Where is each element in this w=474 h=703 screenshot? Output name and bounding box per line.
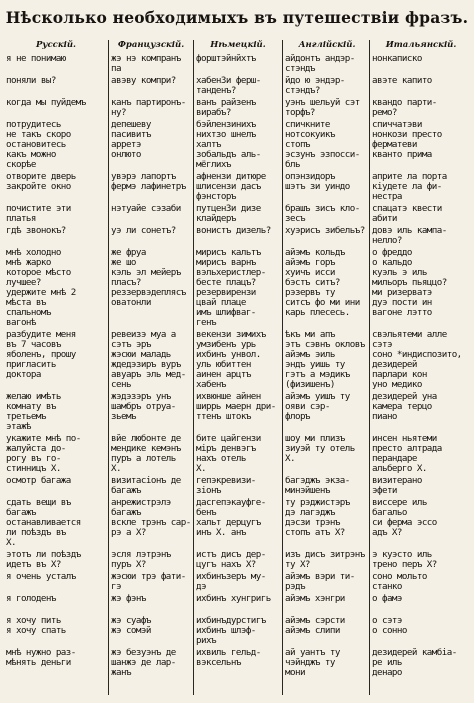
- phrase-french: эсля лэтрэнъ: [111, 549, 171, 560]
- phrase-english: чэйнджъ ту: [285, 657, 335, 668]
- phrase-english: багэджъ экза-: [285, 475, 350, 486]
- phrase-russian: когда мы пуйдемъ: [6, 97, 86, 108]
- phrase-french: же фруа: [111, 247, 146, 258]
- phrase-german: ширрь маерн дри-: [196, 401, 276, 412]
- phrase-russian: рогу въ го-: [6, 453, 61, 464]
- phrase-russian: стинницъ X.: [6, 463, 61, 474]
- phrase-english: опэнзидоръ: [285, 171, 335, 182]
- phrase-english: мони: [285, 667, 305, 678]
- phrase-italian: адъ X?: [372, 527, 402, 538]
- phrase-french: па: [111, 63, 121, 74]
- phrase-russian: этажѣ: [6, 421, 31, 432]
- phrase-russian: почистите эти: [6, 203, 71, 214]
- phrase-german: нихтзо шнелъ: [196, 129, 256, 140]
- phrase-russian: я очень усталъ: [6, 571, 76, 582]
- phrase-german: путценЗи дизе: [196, 203, 261, 214]
- phrase-english: ѣкъ ми апъ: [285, 329, 335, 340]
- phrase-german: хабенЗи ферш-: [196, 75, 261, 86]
- phrase-russian: мѣнять деньги: [6, 657, 71, 668]
- phrase-french: оватонли: [111, 297, 151, 308]
- phrase-italian: багальо: [372, 507, 407, 518]
- phrase-italian: вагоне лэтто: [372, 307, 432, 318]
- phrase-german: афнензи дитюре: [196, 171, 266, 182]
- phrase-french: шанжэ де лар-: [111, 657, 176, 668]
- phrase-italian: парлари кон: [372, 369, 427, 380]
- phrase-german: гепэкревизи-: [196, 475, 256, 486]
- phrase-russian: лучшее?: [6, 277, 41, 288]
- phrase-german: X.: [196, 463, 206, 474]
- phrase-english: айэмъ хэнгри: [285, 593, 345, 604]
- phrase-russian: не такъ скоро: [6, 129, 71, 140]
- phrase-italian: кіудете ла фи-: [372, 181, 442, 192]
- phrase-french: X.: [111, 463, 121, 474]
- phrase-french: мендике кемэнъ: [111, 443, 181, 454]
- phrase-french: жэдэзэръ унъ: [111, 391, 171, 402]
- phrase-russian: яболенъ, прошу: [6, 349, 76, 360]
- phrase-russian: которое мѣсто: [6, 267, 71, 278]
- phrase-russian: мѣста въ: [6, 297, 46, 308]
- phrase-russian: багажъ: [6, 507, 36, 518]
- phrase-german: ихбинъзеръ му-: [196, 571, 266, 582]
- phrase-french: жанъ: [111, 667, 131, 678]
- phrase-italian: соно *индиспозито,: [372, 349, 462, 360]
- phrase-french: ну?: [111, 107, 126, 118]
- phrase-english: спичкните: [285, 119, 330, 130]
- phrase-french: жэсюи трэ фати-: [111, 571, 186, 582]
- phrase-italian: си ферма эссо: [372, 517, 437, 528]
- phrase-italian: соно мольто: [372, 571, 427, 582]
- phrase-english: карь плесесь.: [285, 307, 350, 318]
- column-header-russian: Русскій.: [36, 40, 76, 50]
- phrase-russian: осмотр багажа: [6, 475, 71, 486]
- phrase-italian: трено перъ X?: [372, 559, 437, 570]
- phrase-french: пласъ?: [111, 277, 141, 288]
- phrase-german: бэйлензинихъ: [196, 119, 256, 130]
- phrase-russian: платья: [6, 213, 36, 224]
- phrase-german: рихъ: [196, 635, 216, 646]
- phrase-russian: доктора: [6, 369, 41, 380]
- phrase-german: вирабъ?: [196, 107, 231, 118]
- phrase-italian: априте ла порта: [372, 171, 447, 182]
- phrase-french: шамбръ отруа-: [111, 401, 176, 412]
- phrase-german: мирисъ варнъ: [196, 257, 256, 268]
- phrase-french: нэтуайе сэзаби: [111, 203, 181, 214]
- phrase-italian: нонкаписко: [372, 53, 422, 64]
- phrase-french: ждедэзиръ вуръ: [111, 359, 181, 370]
- phrase-english: стопъ: [285, 139, 310, 150]
- phrase-italian: виссере иль: [372, 497, 427, 508]
- phrase-italian: ремо?: [372, 107, 397, 118]
- column-divider: [108, 40, 109, 695]
- phrase-french: пуръ X?: [111, 559, 146, 570]
- phrase-english: дэсзи трэнъ: [285, 517, 340, 528]
- phrase-english: торфъ?: [285, 107, 315, 118]
- phrase-german: хальт дерцугъ: [196, 517, 261, 528]
- phrase-french: депешеву: [111, 119, 151, 130]
- phrase-russian: удержите мнѣ 2: [6, 287, 76, 298]
- phrase-french: реззервэдеплясъ: [111, 287, 186, 298]
- phrase-german: вэксельнъ: [196, 657, 241, 668]
- phrase-russian: скорѣе: [6, 159, 36, 170]
- phrase-english: минэйшенъ: [285, 485, 330, 496]
- phrase-french: рэ а X?: [111, 527, 146, 538]
- phrase-english: айэмъ уишъ ту: [285, 391, 350, 402]
- phrase-english: айэмъ вэри ти-: [285, 571, 355, 582]
- phrase-italian: куэль э иль: [372, 267, 427, 278]
- phrase-italian: перандаре: [372, 453, 417, 464]
- phrase-italian: визитерано: [372, 475, 422, 486]
- phrase-italian: о сэтэ: [372, 615, 402, 626]
- phrase-english: хуэрисъ зибельъ?: [285, 225, 365, 236]
- phrase-german: міръ денвэгъ: [196, 443, 256, 454]
- phrase-english: этъ сэвнъ окловъ: [285, 339, 365, 350]
- column-header-german: Нѣмецкій.: [210, 40, 266, 50]
- phrase-english: ояви сэр-: [285, 401, 330, 412]
- phrase-english: стэндъ: [285, 63, 315, 74]
- phrase-german: ихбинъ шлэф-: [196, 625, 256, 636]
- phrase-english: айэмъ сэрсти: [285, 615, 345, 626]
- phrase-russian: идетъ въ X?: [6, 559, 61, 570]
- phrase-french: пуръ а лотель: [111, 453, 176, 464]
- phrase-french: канъ партиронъ-: [111, 97, 186, 108]
- phrase-russian: какъ можно: [6, 149, 56, 160]
- phrase-french: сень: [111, 379, 131, 390]
- phrase-russian: я голоденъ: [6, 593, 56, 604]
- phrase-italian: уно медико: [372, 379, 422, 390]
- phrase-german: генъ: [196, 317, 216, 328]
- phrase-italian: о фреддо: [372, 247, 412, 258]
- phrase-german: истъ дисъ дер-: [196, 549, 266, 560]
- phrase-german: нахъ отель: [196, 453, 246, 464]
- phrase-italian: станко: [372, 581, 402, 592]
- phrase-italian: о сонно: [372, 625, 407, 636]
- phrase-german: цвай плаце: [196, 297, 246, 308]
- phrase-french: жэ сомэй: [111, 625, 151, 636]
- phrase-german: ттенъ штокъ: [196, 411, 251, 422]
- phrase-italian: мильоръ пьяццо?: [372, 277, 447, 288]
- phrase-english: изъ дисъ зитрэнъ: [285, 549, 365, 560]
- phrase-german: бесте плацъ?: [196, 277, 256, 288]
- phrase-italian: эфети: [372, 485, 397, 496]
- phrase-english: шэтъ зи уиндо: [285, 181, 350, 192]
- phrase-english: брашъ зисъ кло-: [285, 203, 360, 214]
- phrase-italian: дуэ пости ин: [372, 297, 432, 308]
- phrase-english: бэстъ ситъ?: [285, 277, 340, 288]
- phrase-english: ай уантъ ту: [285, 647, 340, 658]
- phrase-french: ревеизэ муа а: [111, 329, 176, 340]
- phrase-russian: отворите дверь: [6, 171, 76, 182]
- phrase-italian: дезидерей камбіа-: [372, 647, 457, 658]
- phrase-russian: я хочу спать: [6, 625, 66, 636]
- phrase-german: танденъ?: [196, 85, 236, 96]
- phrase-italian: пиано: [372, 411, 397, 422]
- phrase-german: вэльхеристлер-: [196, 267, 266, 278]
- phrase-russian: этотъ ли поѣздъ: [6, 549, 81, 560]
- phrase-german: ванъ райзенъ: [196, 97, 256, 108]
- phrase-italian: квандо парти-: [372, 97, 437, 108]
- phrase-french: авэву компри?: [111, 75, 176, 86]
- phrase-english: эндъ уишь ту: [285, 359, 345, 370]
- phrase-french: гэ: [111, 581, 121, 592]
- phrase-italian: авэте капито: [372, 75, 432, 86]
- phrase-russian: потрудитесь: [6, 119, 61, 130]
- phrase-german: вонистъ дизель?: [196, 225, 271, 236]
- phrase-italian: довэ иль кампа-: [372, 225, 447, 236]
- column-header-italian: Итальянскій.: [385, 40, 457, 50]
- phrase-german: шлисензи дасъ: [196, 181, 261, 192]
- phrase-english: хуичъ исси: [285, 267, 335, 278]
- phrase-german: халтъ: [196, 139, 221, 150]
- phrase-russian: останавливается: [6, 517, 81, 528]
- phrase-german: форштэйнйхтъ: [196, 53, 256, 64]
- phrase-english: ту X?: [285, 559, 310, 570]
- phrase-english: (физишенъ): [285, 379, 335, 390]
- column-header-english: Англійскій.: [298, 40, 356, 50]
- phrase-russian: мнѣ жарко: [6, 257, 51, 268]
- phrase-russian: комнату въ: [6, 401, 56, 412]
- phrase-russian: остановитесь: [6, 139, 66, 150]
- phrase-russian: я хочу пить: [6, 615, 61, 626]
- phrase-italian: спацатэ квести: [372, 203, 442, 214]
- phrase-italian: ферматеви: [372, 139, 417, 150]
- phrase-english: айдонтъ андэр-: [285, 53, 355, 64]
- phrase-french: вскле трэнъ сар-: [111, 517, 191, 528]
- phrase-russian: укажите мнѣ по-: [6, 433, 81, 444]
- phrase-english: стэндъ?: [285, 85, 320, 96]
- phrase-russian: разбудите меня: [6, 329, 76, 340]
- phrase-french: жэ нэ компранъ: [111, 53, 181, 64]
- phrase-french: анрежистрэлэ: [111, 497, 171, 508]
- phrase-english: айэмъ слипи: [285, 625, 340, 636]
- phrase-russian: X.: [6, 537, 16, 548]
- phrase-french: увэрэ лапортъ: [111, 171, 176, 182]
- phrase-english: уэнъ шельуй сэт: [285, 97, 360, 108]
- phrase-russian: спальномъ: [6, 307, 51, 318]
- phrase-italian: ми ризерватэ: [372, 287, 432, 298]
- phrase-english: бль: [285, 159, 300, 170]
- phrase-german: резервирензи: [196, 287, 256, 298]
- phrase-italian: о кальдо: [372, 257, 412, 268]
- phrase-french: кэль эл мейеръ: [111, 267, 181, 278]
- phrase-english: рэдъ: [285, 581, 305, 592]
- phrase-french: онлюто: [111, 149, 141, 160]
- phrase-french: уэ ли сонетъ?: [111, 225, 176, 236]
- phrase-french: жэ суафъ: [111, 615, 151, 626]
- phrase-french: пасивитъ: [111, 129, 151, 140]
- phrase-russian: мнѣ холодно: [6, 247, 61, 258]
- phrase-italian: инсен ньятеми: [372, 433, 437, 444]
- phrase-italian: кванто прима: [372, 149, 432, 160]
- phrase-french: багажъ: [111, 485, 141, 496]
- phrase-italian: дезидерей: [372, 359, 417, 370]
- column-header-french: Французскій.: [117, 40, 185, 50]
- phrase-russian: я не понимаю: [6, 53, 66, 64]
- phrase-german: мёглихъ: [196, 159, 231, 170]
- phrase-german: уль юбиттен: [196, 359, 251, 370]
- column-divider: [282, 40, 283, 695]
- phrase-italian: нестра: [372, 191, 402, 202]
- phrase-italian: дезидерей уна: [372, 391, 437, 402]
- phrase-french: фермэ лафинетръ: [111, 181, 186, 192]
- phrase-german: цугъ нахъ X?: [196, 559, 256, 570]
- phrase-german: бенъ: [196, 507, 216, 518]
- phrase-german: бите цайгензи: [196, 433, 261, 444]
- phrase-italian: альберго X.: [372, 463, 427, 474]
- phrase-german: аинен арцтъ: [196, 369, 251, 380]
- phrase-english: нотсокуикъ: [285, 129, 335, 140]
- column-divider: [193, 40, 194, 695]
- phrase-english: зесъ: [285, 213, 305, 224]
- phrase-russian: поняли вы?: [6, 75, 56, 86]
- phrase-russian: въ 7 часовъ: [6, 339, 61, 350]
- phrase-russian: гдѣ звонокъ?: [6, 225, 66, 236]
- phrase-french: визитасіонъ де: [111, 475, 181, 486]
- phrase-german: инъ X. анъ: [196, 527, 246, 538]
- phrase-russian: вагонѣ: [6, 317, 36, 328]
- phrase-russian: жалуйста до-: [6, 443, 66, 454]
- phrase-italian: ре иль: [372, 657, 402, 668]
- phrase-german: клайдеръ: [196, 213, 236, 224]
- phrase-german: ихбинъ унвол.: [196, 349, 261, 360]
- column-divider: [369, 40, 370, 695]
- phrase-french: жэ безуэнъ де: [111, 647, 176, 658]
- phrase-russian: мнѣ нужно раз-: [6, 647, 76, 658]
- phrase-english: X.: [285, 453, 295, 464]
- phrase-italian: абити: [372, 213, 397, 224]
- phrase-italian: денаро: [372, 667, 402, 678]
- phrase-english: гэтъ а мэдикъ: [285, 369, 350, 380]
- phrase-english: стопъ атъ X?: [285, 527, 345, 538]
- phrase-french: жэсюи маладь: [111, 349, 171, 360]
- phrase-english: ситсъ фо ми ини: [285, 297, 360, 308]
- phrase-german: ихвюнше айнен: [196, 391, 261, 402]
- phrase-french: сэтъ эръ: [111, 339, 151, 350]
- phrase-russian: пригласить: [6, 359, 56, 370]
- page-title: Нѣсколько необходимыхъ въ путешествіи фразъ.: [5, 8, 469, 27]
- phrase-french: багажъ: [111, 507, 141, 518]
- phrase-russian: ли поѣздъ въ: [6, 527, 66, 538]
- phrase-german: ихбинъдурстигъ: [196, 615, 266, 626]
- phrase-italian: нелло?: [372, 235, 402, 246]
- phrase-italian: престо алтрада: [372, 443, 442, 454]
- phrase-russian: закройте окно: [6, 181, 71, 192]
- phrase-german: ихбинъ хунгригь: [196, 593, 271, 604]
- phrase-italian: о фамэ: [372, 593, 402, 604]
- phrase-english: эсзунъ эзпосси-: [285, 149, 360, 160]
- phrase-english: рэзервъ ту: [285, 287, 335, 298]
- phrase-german: хабенъ: [196, 379, 226, 390]
- phrase-english: флоръ: [285, 411, 310, 422]
- phrase-german: мирисъ кальтъ: [196, 247, 261, 258]
- phrase-french: арретэ: [111, 139, 141, 150]
- phrase-french: зьемъ: [111, 411, 136, 422]
- phrase-german: дэ: [196, 581, 206, 592]
- phrase-german: зіонъ: [196, 485, 221, 496]
- phrase-german: ихвиль гельд-: [196, 647, 261, 658]
- phrase-english: айэмъ горъ: [285, 257, 335, 268]
- phrase-german: векензи зимихъ: [196, 329, 266, 340]
- phrase-french: вйе любонте де: [111, 433, 181, 444]
- phrase-german: дасгепэкауфге-: [196, 497, 266, 508]
- phrase-english: шоу ми плизъ: [285, 433, 345, 444]
- phrase-italian: сэтэ: [372, 339, 392, 350]
- phrase-english: айэмъ эиль: [285, 349, 335, 360]
- phrase-russian: третьемъ: [6, 411, 46, 422]
- phrase-german: имъ шлифваг-: [196, 307, 256, 318]
- phrase-russian: желаю имѣть: [6, 391, 61, 402]
- phrase-english: айэмъ кольдъ: [285, 247, 345, 258]
- phrase-italian: э куэсто иль: [372, 549, 432, 560]
- phrase-german: зобальдъ аль-: [196, 149, 261, 160]
- phrase-english: дэ лагэджъ: [285, 507, 335, 518]
- phrase-english: йдо ю эндэр-: [285, 75, 345, 86]
- phrase-italian: камера терцо: [372, 401, 432, 412]
- phrase-german: фэнсторъ: [196, 191, 236, 202]
- phrase-german: умзибенъ урь: [196, 339, 256, 350]
- phrase-italian: свэльятеми алле: [372, 329, 447, 340]
- phrase-french: жэ фэнъ: [111, 593, 146, 604]
- phrase-italian: нонкози престо: [372, 129, 442, 140]
- phrase-french: авуаръ эль мед-: [111, 369, 186, 380]
- phrase-russian: сдать вещи въ: [6, 497, 71, 508]
- phrase-french: же шо: [111, 257, 136, 268]
- phrase-english: зиуэй ту отель: [285, 443, 355, 454]
- phrase-italian: спиччатэви: [372, 119, 422, 130]
- phrase-english: ту рэджистэръ: [285, 497, 350, 508]
